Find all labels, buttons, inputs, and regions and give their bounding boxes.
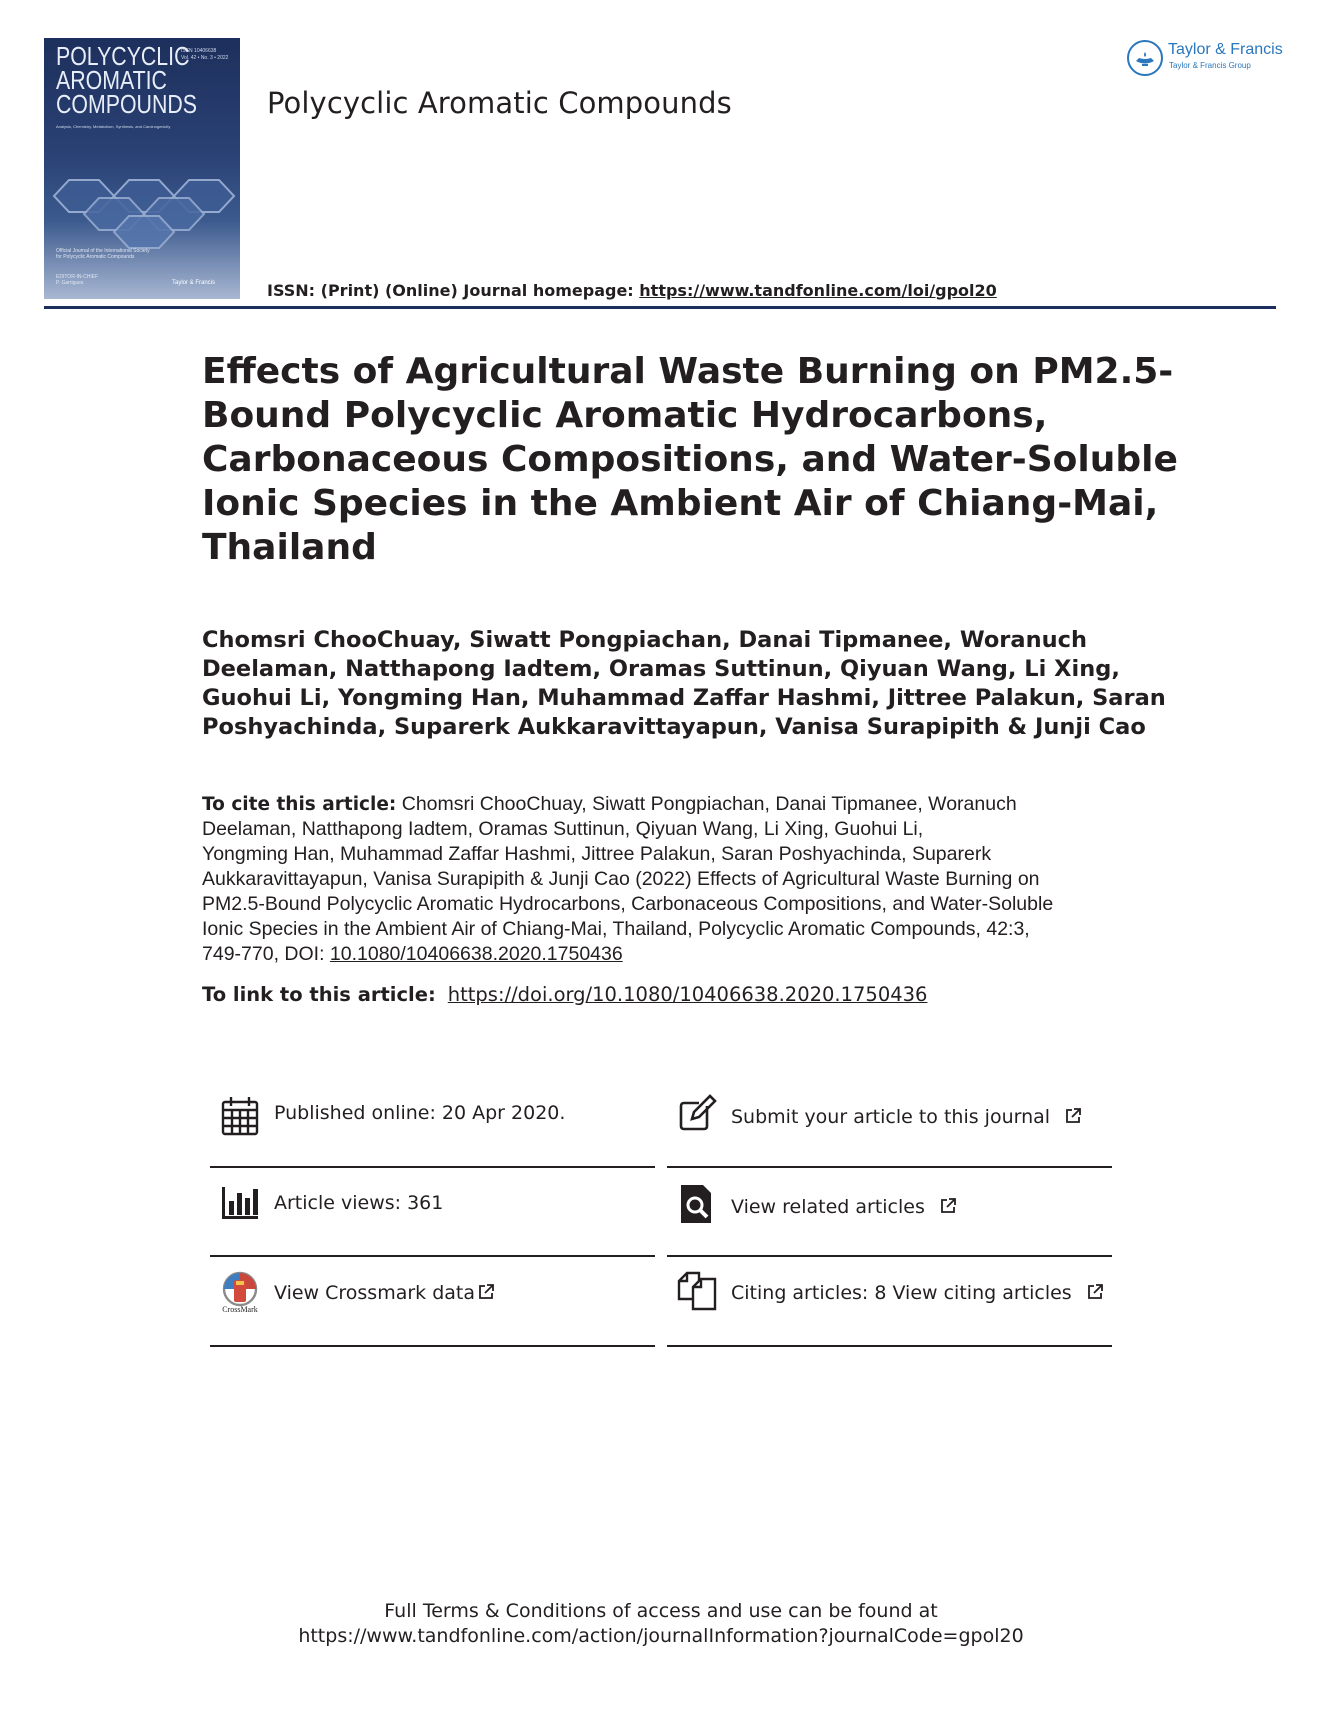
cell-divider	[210, 1255, 655, 1257]
article-doi-url-link[interactable]: https://doi.org/10.1080/10406638.2020.1750436	[447, 983, 928, 1006]
tf-logo-circle-icon	[1127, 40, 1163, 76]
footer-terms-text: Full Terms & Conditions of access and use can be found at	[384, 1600, 938, 1622]
hexagon-pattern-icon	[44, 176, 240, 256]
article-views-text: Article views: 361	[274, 1192, 444, 1214]
cell-divider	[667, 1255, 1112, 1257]
cover-volume-text: Vol. 42 • No. 3 • 2022	[181, 55, 229, 61]
journal-title: Polycyclic Aromatic Compounds	[267, 86, 732, 120]
related-articles-link[interactable]	[731, 1196, 957, 1218]
related-articles-cell[interactable]	[667, 1169, 1112, 1257]
cover-issn	[181, 48, 228, 62]
article-title-line: Carbonaceous Compositions, and Water-Soluble	[202, 439, 1178, 480]
journal-homepage-link[interactable]: https://www.tandfonline.com/loi/gpol20	[639, 281, 997, 300]
external-link-icon	[939, 1197, 957, 1215]
article-title	[202, 350, 1178, 570]
citation-line: Aukkaravittayapun, Vanisa Surapipith & Junji Cao (2022) Effects of Agricultural Waste Burning on	[202, 868, 1040, 890]
citation-line: Deelaman, Natthapong Iadtem, Oramas Suttinun, Qiyuan Wang, Li Xing, Guohui Li,	[202, 818, 924, 840]
crossmark-icon	[218, 1271, 262, 1307]
published-online-text: Published online: 20 Apr 2020.	[274, 1102, 566, 1124]
citation-line: PM2.5-Bound Polycyclic Aromatic Hydrocarbons, Carbonaceous Compositions, and Water-Soluble	[202, 893, 1054, 915]
edit-pencil-icon	[677, 1092, 717, 1136]
citation-text: Chomsri ChooChuay, Siwatt Pongpiachan, Danai Tipmanee, Woranuch	[396, 793, 1017, 815]
article-link-label: To link to this article:	[202, 983, 436, 1006]
citing-articles-label: Citing articles: 8 View citing articles	[731, 1282, 1072, 1304]
cell-divider	[210, 1166, 655, 1168]
article-title-line: Bound Polycyclic Aromatic Hydrocarbons,	[202, 395, 1048, 436]
crossmark-logo	[218, 1271, 262, 1317]
article-title-line: Effects of Agricultural Waste Burning on PM2.5-	[202, 351, 1174, 392]
author-line: Deelaman, Natthapong Iadtem, Oramas Suttinun, Qiyuan Wang, Li Xing,	[202, 656, 1120, 682]
cover-official-text: Official Journal of the International Society for Polycyclic Aromatic Compounds	[56, 248, 150, 260]
cell-divider	[667, 1166, 1112, 1168]
citation-label: To cite this article:	[202, 794, 397, 815]
crossmark-cell[interactable]	[210, 1259, 655, 1347]
oil-lamp-icon	[1129, 42, 1161, 74]
cover-title-line: AROMATIC	[56, 65, 167, 95]
citation-line	[202, 942, 1122, 967]
cover-title	[56, 41, 197, 119]
crossmark-label: View Crossmark data	[274, 1282, 476, 1304]
cover-title-line: POLYCYCLIC	[56, 41, 190, 71]
citation-line: Yongming Han, Muhammad Zaffar Hashmi, Jittree Palakun, Saran Poshyachinda, Suparerk	[202, 843, 992, 865]
doi-link[interactable]: 10.1080/10406638.2020.1750436	[329, 943, 623, 965]
citing-articles-link[interactable]	[731, 1282, 1104, 1304]
author-line: Guohui Li, Yongming Han, Muhammad Zaffar Hashmi, Jittree Palakun, Saran	[202, 685, 1166, 711]
calendar-icon	[220, 1094, 260, 1138]
search-document-icon	[677, 1183, 717, 1227]
submit-article-link[interactable]	[731, 1106, 1082, 1128]
footer-terms-link[interactable]: https://www.tandfonline.com/action/journalInformation?journalCode=gpol20	[298, 1625, 1024, 1647]
author-line: Chomsri ChooChuay, Siwatt Pongpiachan, Danai Tipmanee, Woranuch	[202, 627, 1087, 653]
cover-editor	[56, 274, 98, 286]
author-line: Poshyachinda, Suparerk Aukkaravittayapun, Vanisa Surapipith & Junji Cao	[202, 714, 1146, 740]
cover-title-line: COMPOUNDS	[56, 89, 197, 119]
external-link-icon	[1086, 1283, 1104, 1301]
related-articles-label: View related articles	[731, 1196, 925, 1218]
crossmark-logo-text: CrossMark	[222, 1305, 258, 1314]
external-link-icon	[1064, 1107, 1082, 1125]
citation-block	[202, 792, 1122, 967]
cell-divider	[667, 1345, 1112, 1347]
submit-article-cell[interactable]	[667, 1080, 1112, 1168]
issn-homepage-line	[267, 281, 997, 300]
external-link-icon	[477, 1283, 495, 1301]
cover-publisher: Taylor & Francis	[172, 280, 216, 286]
tf-logo-name: Taylor & Francis	[1168, 41, 1283, 58]
taylor-francis-logo[interactable]	[1127, 38, 1287, 78]
bar-chart-icon	[220, 1181, 260, 1225]
crossmark-link[interactable]	[274, 1282, 495, 1304]
article-title-line: Ionic Species in the Ambient Air of Chiang-Mai,	[202, 483, 1159, 524]
tf-logo-group: Taylor & Francis Group	[1169, 61, 1251, 70]
cell-divider	[210, 1345, 655, 1347]
cover-editor-label: EDITOR-IN-CHIEF	[56, 274, 99, 280]
cover-issn-text: ISSN 10406638	[181, 48, 217, 54]
submit-article-label: Submit your article to this journal	[731, 1106, 1051, 1128]
article-views-cell	[210, 1169, 655, 1257]
issn-label: ISSN: (Print) (Online) Journal homepage:	[267, 281, 640, 300]
journal-cover-image	[44, 38, 240, 299]
header-divider	[44, 306, 1276, 309]
cover-subtitle: Analysis, Chemistry, Metabolism, Synthesis, and Carcinogenicity	[56, 124, 171, 129]
article-link-line	[202, 983, 927, 1006]
citation-line	[202, 792, 1122, 817]
citation-line: Ionic Species in the Ambient Air of Chiang-Mai, Thailand, Polycyclic Aromatic Compounds, 42:3,	[202, 918, 1030, 940]
published-online-cell	[210, 1080, 655, 1168]
article-title-line: Thailand	[202, 527, 377, 568]
copy-documents-icon	[677, 1271, 717, 1315]
citation-text: 749-770, DOI:	[202, 943, 330, 965]
cover-editor-name: P. Garrigues	[56, 280, 84, 286]
author-list	[202, 626, 1166, 742]
citing-articles-cell[interactable]	[667, 1259, 1112, 1347]
